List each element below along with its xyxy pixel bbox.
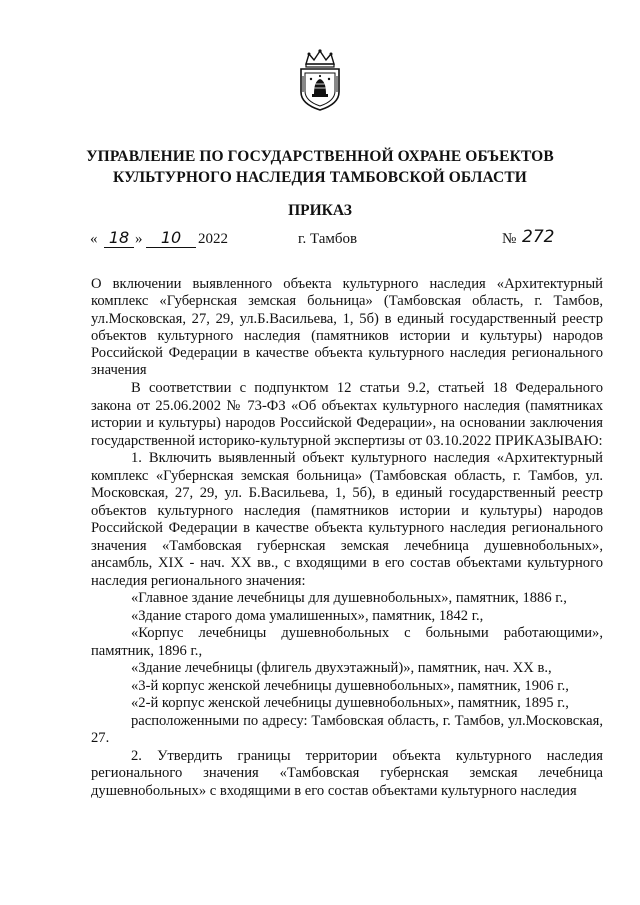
quote-close: »	[135, 231, 143, 247]
list-item: «3-й корпус женской лечебницы душевнобольных», памятник, 1906 г.,	[131, 677, 569, 694]
objects-list	[91, 590, 603, 748]
order-body	[91, 380, 603, 800]
order-date-line	[90, 227, 610, 253]
order-city: г. Тамбов	[298, 231, 358, 247]
order-title: ПРИКАЗ	[288, 202, 352, 219]
list-item: «Главное здание лечебницы для душевнобольных», памятник, 1886 г.,	[131, 590, 567, 606]
order-year: 2022	[198, 231, 228, 247]
number-sign: №	[502, 231, 517, 247]
list-item: «Здание старого дома умалишенных», памятник, 1842 г.,	[131, 607, 484, 624]
order-subject: О включении выявленного объекта культурного наследия «Архитектурный комплекс «Губернская земская больница» (Тамбовская область, г. Тамбов, ул.Московская, 27, 29, ул.Б.Васильева, 1, 5б) в единый государственный реестр объектов культурного наследия (памятников истории и культуры) народов Российской Федерации в качестве объекта культурного наследия регионального значения	[91, 276, 603, 379]
list-item: «2-й корпус женской лечебницы душевнобольных», памятник, 1895 г.,	[131, 695, 569, 711]
item-2: 2. Утвердить границы территории объекта культурного наследия регионального значения «Тамбовская губернская земская лечебница душевнобольных» с входящими в его состав объектами культурного наследия	[91, 747, 603, 799]
quote-open: «	[90, 231, 98, 247]
preamble: В соответствии с подпунктом 12 статьи 9.2, статьей 18 Федерального закона от 25.06.2002 № 73-ФЗ «Об объектах культурного наследия (памятниках истории и культуры) народов Российской Федерации», на основании заключения государственной историко-культурной экспертизы от 03.10.2022 ПРИКАЗЫВАЮ:	[91, 380, 603, 449]
list-item: «Здание лечебницы (флигель двухэтажный)», памятник, нач. XX в.,	[131, 660, 552, 676]
order-month: 10	[146, 228, 196, 248]
location: расположенными по адресу: Тамбовская область, г. Тамбов, ул.Московская, 27.	[91, 712, 603, 746]
order-number: 272	[522, 227, 555, 247]
list-item: «Корпус лечебницы душевнобольных с больными работающими», памятник, 1896 г.,	[91, 625, 603, 659]
agency-name	[0, 146, 640, 188]
tambov-coat-of-arms-icon	[297, 48, 343, 112]
item-1: 1. Включить выявленный объект культурного наследия «Архитектурный комплекс «Губернская земская больница» (Тамбовская область, г. Тамбов, ул. Московская, 27, 29, ул. Б.Васильева, 1, 5б), в единый государственный реестр объектов культурного наследия (памятников истории и культуры) народов Российской Федерации в качестве объекта культурного наследия регионального значения «Тамбовская губернская земская лечебница душевнобольных», ансамбль, XIX - нач. XX вв., с входящими в его состав объектами культурного наследия регионального значения:	[91, 450, 603, 589]
agency-name-line1: УПРАВЛЕНИЕ ПО ГОСУДАРСТВЕННОЙ ОХРАНЕ ОБЪЕКТОВ	[86, 148, 554, 165]
order-day: 18	[104, 228, 134, 248]
agency-name-line2: КУЛЬТУРНОГО НАСЛЕДИЯ ТАМБОВСКОЙ ОБЛАСТИ	[113, 169, 527, 186]
